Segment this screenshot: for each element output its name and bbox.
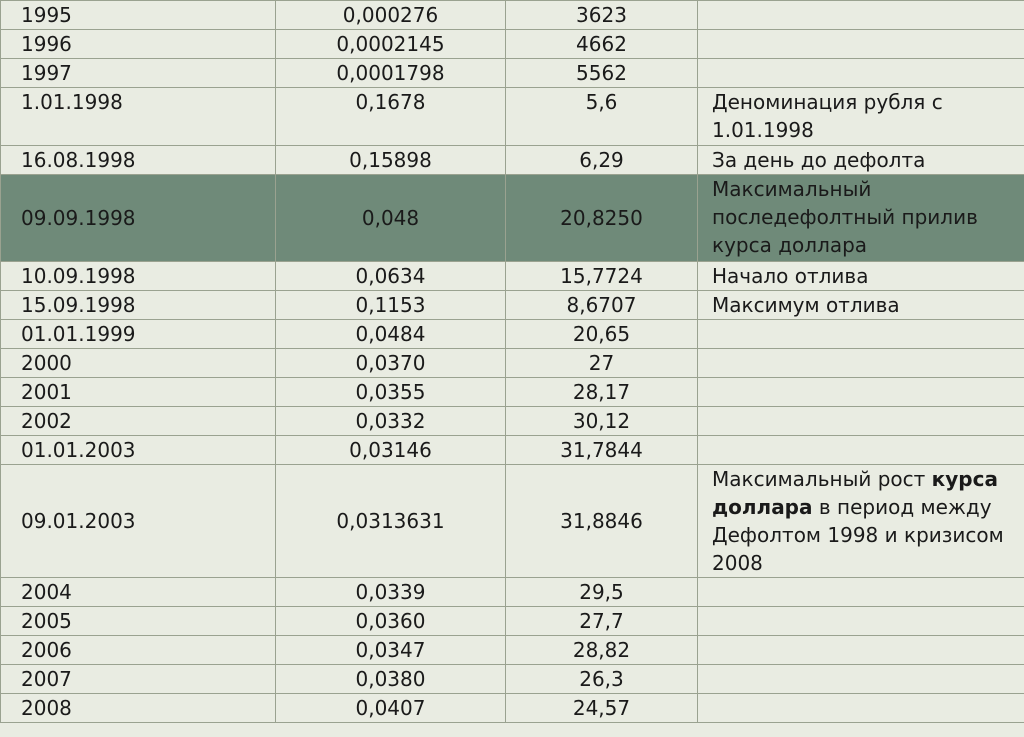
table-row xyxy=(1,59,1024,88)
date-cell: 2004 xyxy=(1,578,276,607)
note-cell xyxy=(698,320,1024,349)
rate-cell: 0,0370 xyxy=(276,349,506,378)
rate-cell: 0,1153 xyxy=(276,291,506,320)
note-cell xyxy=(698,30,1024,59)
date-cell: 10.09.1998 xyxy=(1,262,276,291)
rate-cell: 0,000276 xyxy=(276,1,506,30)
rate-cell: 0,0355 xyxy=(276,378,506,407)
note-cell: Максимальный последефолтный прилив курса доллара xyxy=(698,175,1024,262)
note-cell xyxy=(698,636,1024,665)
table-body xyxy=(1,1,1024,723)
rate-cell: 0,1678 xyxy=(276,88,506,146)
table-row xyxy=(1,578,1024,607)
note-cell: Начало отлива xyxy=(698,262,1024,291)
date-cell: 09.09.1998 xyxy=(1,175,276,262)
rate-cell: 0,0347 xyxy=(276,636,506,665)
usd-rate-cell: 28,17 xyxy=(506,378,698,407)
rate-cell: 0,0407 xyxy=(276,694,506,723)
note-cell xyxy=(698,59,1024,88)
note-cell xyxy=(698,349,1024,378)
table-row xyxy=(1,349,1024,378)
table-row xyxy=(1,607,1024,636)
date-cell: 2005 xyxy=(1,607,276,636)
rate-cell: 0,15898 xyxy=(276,146,506,175)
note-cell: Деноминация рубля с 1.01.1998 xyxy=(698,88,1024,146)
usd-rate-cell: 6,29 xyxy=(506,146,698,175)
rate-cell: 0,03146 xyxy=(276,436,506,465)
usd-rate-cell: 27,7 xyxy=(506,607,698,636)
table-row xyxy=(1,175,1024,262)
date-cell: 1995 xyxy=(1,1,276,30)
date-cell: 01.01.2003 xyxy=(1,436,276,465)
rate-cell: 0,0339 xyxy=(276,578,506,607)
usd-rate-cell: 26,3 xyxy=(506,665,698,694)
table-row xyxy=(1,291,1024,320)
rate-cell: 0,0380 xyxy=(276,665,506,694)
date-cell: 1996 xyxy=(1,30,276,59)
table-row xyxy=(1,407,1024,436)
rate-cell: 0,0360 xyxy=(276,607,506,636)
date-cell: 2006 xyxy=(1,636,276,665)
table-row xyxy=(1,320,1024,349)
table-row xyxy=(1,694,1024,723)
usd-rate-cell: 30,12 xyxy=(506,407,698,436)
note-cell xyxy=(698,1,1024,30)
date-cell: 16.08.1998 xyxy=(1,146,276,175)
note-cell: Максимум отлива xyxy=(698,291,1024,320)
rate-cell: 0,0634 xyxy=(276,262,506,291)
note-cell xyxy=(698,465,1024,578)
date-cell: 2001 xyxy=(1,378,276,407)
table-row xyxy=(1,1,1024,30)
usd-rate-cell: 31,7844 xyxy=(506,436,698,465)
usd-rate-cell: 5,6 xyxy=(506,88,698,146)
note-cell xyxy=(698,694,1024,723)
usd-rate-cell: 4662 xyxy=(506,30,698,59)
table-row xyxy=(1,146,1024,175)
date-cell: 1.01.1998 xyxy=(1,88,276,146)
rate-cell: 0,0484 xyxy=(276,320,506,349)
table-row xyxy=(1,88,1024,146)
note-text-part: Максимальный рост xyxy=(712,467,932,491)
rate-cell: 0,0001798 xyxy=(276,59,506,88)
usd-rate-cell: 28,82 xyxy=(506,636,698,665)
date-cell: 01.01.1999 xyxy=(1,320,276,349)
date-cell: 2000 xyxy=(1,349,276,378)
date-cell: 1997 xyxy=(1,59,276,88)
table-row xyxy=(1,665,1024,694)
rate-cell: 0,048 xyxy=(276,175,506,262)
date-cell: 2002 xyxy=(1,407,276,436)
note-text-part: курса доллара xyxy=(712,467,998,519)
rate-cell: 0,0332 xyxy=(276,407,506,436)
note-cell xyxy=(698,578,1024,607)
note-cell xyxy=(698,378,1024,407)
usd-rate-cell: 8,6707 xyxy=(506,291,698,320)
note-text-part: в период между Дефолтом 1998 и кризисом 2008 xyxy=(712,495,1004,575)
table-row xyxy=(1,30,1024,59)
usd-rate-cell: 15,7724 xyxy=(506,262,698,291)
date-cell: 2007 xyxy=(1,665,276,694)
table-row xyxy=(1,436,1024,465)
table-row xyxy=(1,262,1024,291)
note-cell xyxy=(698,665,1024,694)
date-cell: 2008 xyxy=(1,694,276,723)
usd-rate-cell: 20,8250 xyxy=(506,175,698,262)
table-row xyxy=(1,636,1024,665)
table-row xyxy=(1,378,1024,407)
rate-cell: 0,0313631 xyxy=(276,465,506,578)
usd-rate-cell: 20,65 xyxy=(506,320,698,349)
note-cell xyxy=(698,607,1024,636)
usd-rate-cell: 29,5 xyxy=(506,578,698,607)
usd-rate-cell: 31,8846 xyxy=(506,465,698,578)
date-cell: 09.01.2003 xyxy=(1,465,276,578)
table-row xyxy=(1,465,1024,578)
usd-rate-cell: 24,57 xyxy=(506,694,698,723)
rate-cell: 0,0002145 xyxy=(276,30,506,59)
usd-rate-cell: 5562 xyxy=(506,59,698,88)
date-cell: 15.09.1998 xyxy=(1,291,276,320)
note-cell xyxy=(698,407,1024,436)
usd-rate-cell: 3623 xyxy=(506,1,698,30)
note-cell: За день до дефолта xyxy=(698,146,1024,175)
note-cell xyxy=(698,436,1024,465)
usd-rate-cell: 27 xyxy=(506,349,698,378)
